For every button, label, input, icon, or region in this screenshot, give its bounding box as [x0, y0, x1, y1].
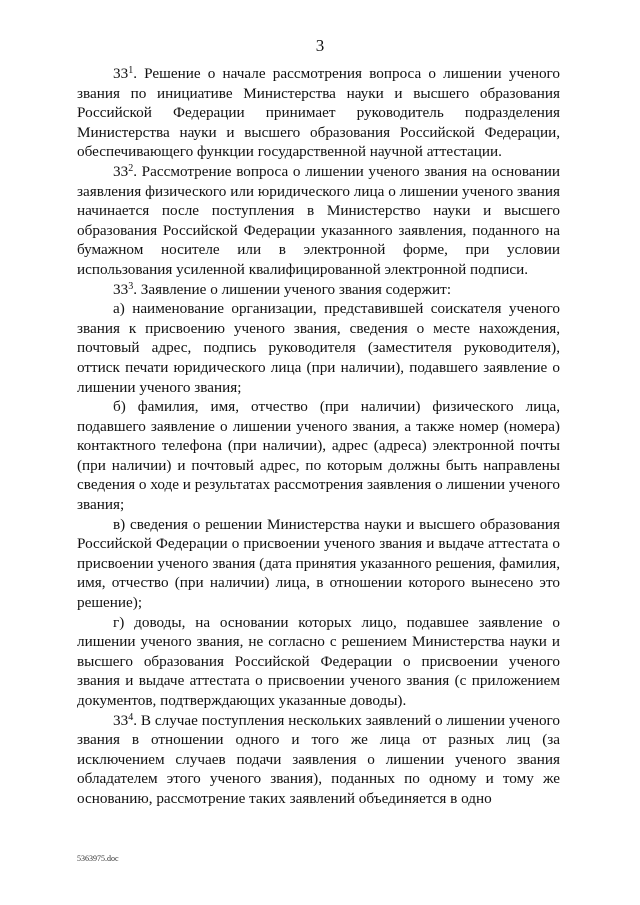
page-number: 3	[315, 36, 325, 55]
paragraph-number-superscript: 1	[128, 65, 134, 76]
list-item-a: а) наименование организации, представившей соискателя ученого звания к присвоению ученого звания, сведения о месте нахождения, почтовый адрес, подпись руководителя (заместителя руководителя), оттиск печати юридического лица (при наличии), подавшего заявление о лишении ученого звания;	[77, 300, 560, 396]
paragraph-number-superscript: 4	[128, 711, 134, 723]
document-filename: 5363975.doc	[77, 854, 119, 863]
list-item-g: г) доводы, на основании которых лицо, подавшее заявление о лишении ученого звания, не согласно с решением Министерства науки и высшего образования Российской Федерации о присвоении ученого звания и выдаче аттестата о присвоении ученого звания (с приложением документов, подтверждающих указанные доводы).	[77, 613, 560, 709]
paragraph-text: . Заявление о лишении ученого звания содержит:	[133, 280, 452, 298]
paragraph-text: . Рассмотрение вопроса о лишении ученого звания на основании заявления физического или юридического лица о лишении ученого звания начинается после поступления в Министерство науки и высшего образования Российской Федерации указанного заявления, поданного на бумажном носителе или в электронной форме, при условии использования усиленной квалифицированной электронной подписи.	[77, 162, 560, 278]
paragraph-33-2	[77, 162, 560, 280]
paragraph-number-superscript: 3	[128, 280, 134, 292]
paragraph-33-3	[77, 280, 560, 300]
paragraph-number: 33	[113, 711, 129, 729]
paragraph-text: . В случае поступления нескольких заявлений о лишении ученого звания в отношении одного и того же лица от разных лиц (за исключением случаев подачи заявления о лишении ученого звания обладателем этого ученого звания), поданных по одному и тому же основанию, рассмотрение таких заявлений объединяется в одно	[77, 711, 560, 807]
paragraph-number: 33	[113, 280, 129, 298]
paragraph-number: 33	[113, 65, 129, 82]
paragraph-text: . Решение о начале рассмотрения вопроса о лишении ученого звания по инициативе Министерства науки и высшего образования Российской Федерации принимает руководитель подразделения Министерства науки и высшего образования Российской Федерации, обеспечивающего функции государственной научной аттестации.	[77, 65, 560, 161]
paragraph-33-4	[77, 711, 560, 809]
paragraph-number-superscript: 2	[128, 162, 134, 174]
paragraph-33-1	[77, 64, 560, 162]
document-body	[77, 64, 560, 809]
list-item-v: в) сведения о решении Министерства науки и высшего образования Российской Федерации о присвоении ученого звания и выдаче аттестата о присвоении ученого звания (дата принятия указанного решения, фамилия, имя, отчество (при наличии) лица, в отношении которого вынесено это решение);	[77, 515, 560, 612]
list-item-b: б) фамилия, имя, отчество (при наличии) физического лица, подавшего заявление о лишении ученого звания, а также номер (номера) контактного телефона (при наличии), адрес (адреса) электронной почты (при наличии) и почтовый адрес, по которым должны быть направлены сведения о ходе и результатах рассмотрения заявления о лишении ученого звания;	[77, 398, 560, 514]
paragraph-number: 33	[113, 162, 129, 180]
